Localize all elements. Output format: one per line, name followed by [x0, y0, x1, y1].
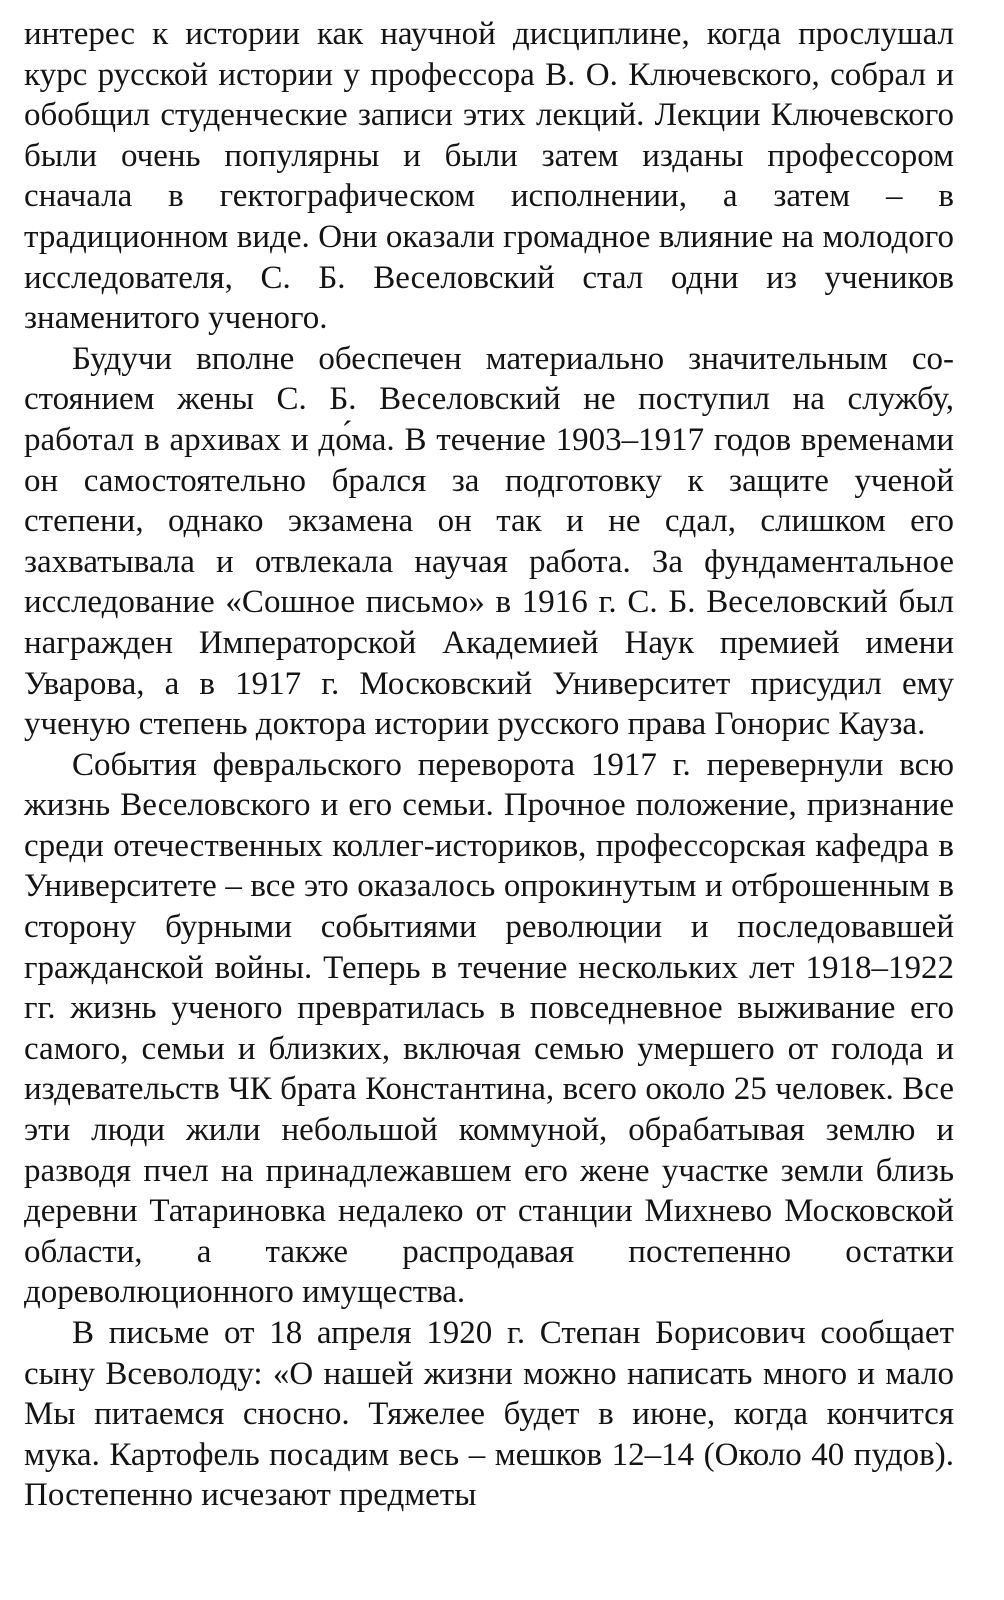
- body-paragraph: События февральского переворота 1917 г. перевернули всю жизнь Веселовского и его семьи. Прочное положение, признание среди отечественных коллег-историков, профессорская кафедра в Университете – все это оказалось опрокинутым и отброшенным в сторону бурными событиями революции и последовавшей гражданской войны. Теперь в течение нескольких лет 1918–1922 гг. жизнь ученого превратилась в повседневное выживание его самого, семьи и близких, включая семью умершего от голода и издевательств ЧК брата Константина, всего около 25 человек. Все эти люди жили небольшой коммуной, обрабатывая землю и разводя пчел на принадлежавшем его жене участке земли близь деревни Татариновка недалеко от станции Михнево Московской области, а также распродавая постепенно остатки дореволюционного имущества.: [24, 746, 954, 1311]
- body-paragraph: В письме от 18 апреля 1920 г. Степан Борисович сообщает сыну Всеволоду: «О нашей жизни можно написать много и мало Мы питаемся сносно. Тяжелее будет в июне, когда кончится мука. Картофель посадим весь – мешков 12–14 (Около 40 пудов). Постепенно исчезают предметы: [24, 1315, 954, 1514]
- body-paragraph: Будучи вполне обеспечен материально значительным состоянием жены С. Б. Веселовский не поступил на службу, работал в архивах и до́ма. В течение 1903–1917 годов временами он самостоятельно брался за подготовку к защите ученой степени, однако экзамена он так и не сдал, слишком его захватывала и отвлекала научая работа. За фундаментальное исследование «Сошное письмо» в 1916 г. С. Б. Веселовский был награжден Императорской Академией Наук премией имени Уварова, а в 1917 г. Московский Университет присудил ему ученую степень доктора истории русского права Гонорис Кауза.: [24, 340, 954, 743]
- body-paragraph: интерес к истории как научной дисциплине, когда прослушал курс русской истории у профессора В. О. Ключевского, собрал и обобщил студенческие записи этих лекций. Лекции Ключевского были очень популярны и были затем изданы профессором сначала в гектографическом исполнении, а затем – в традиционном виде. Они оказали громадное влияние на молодого исследователя, С. Б. Веселовский стал одни из учеников знаменитого ученого.: [24, 16, 954, 337]
